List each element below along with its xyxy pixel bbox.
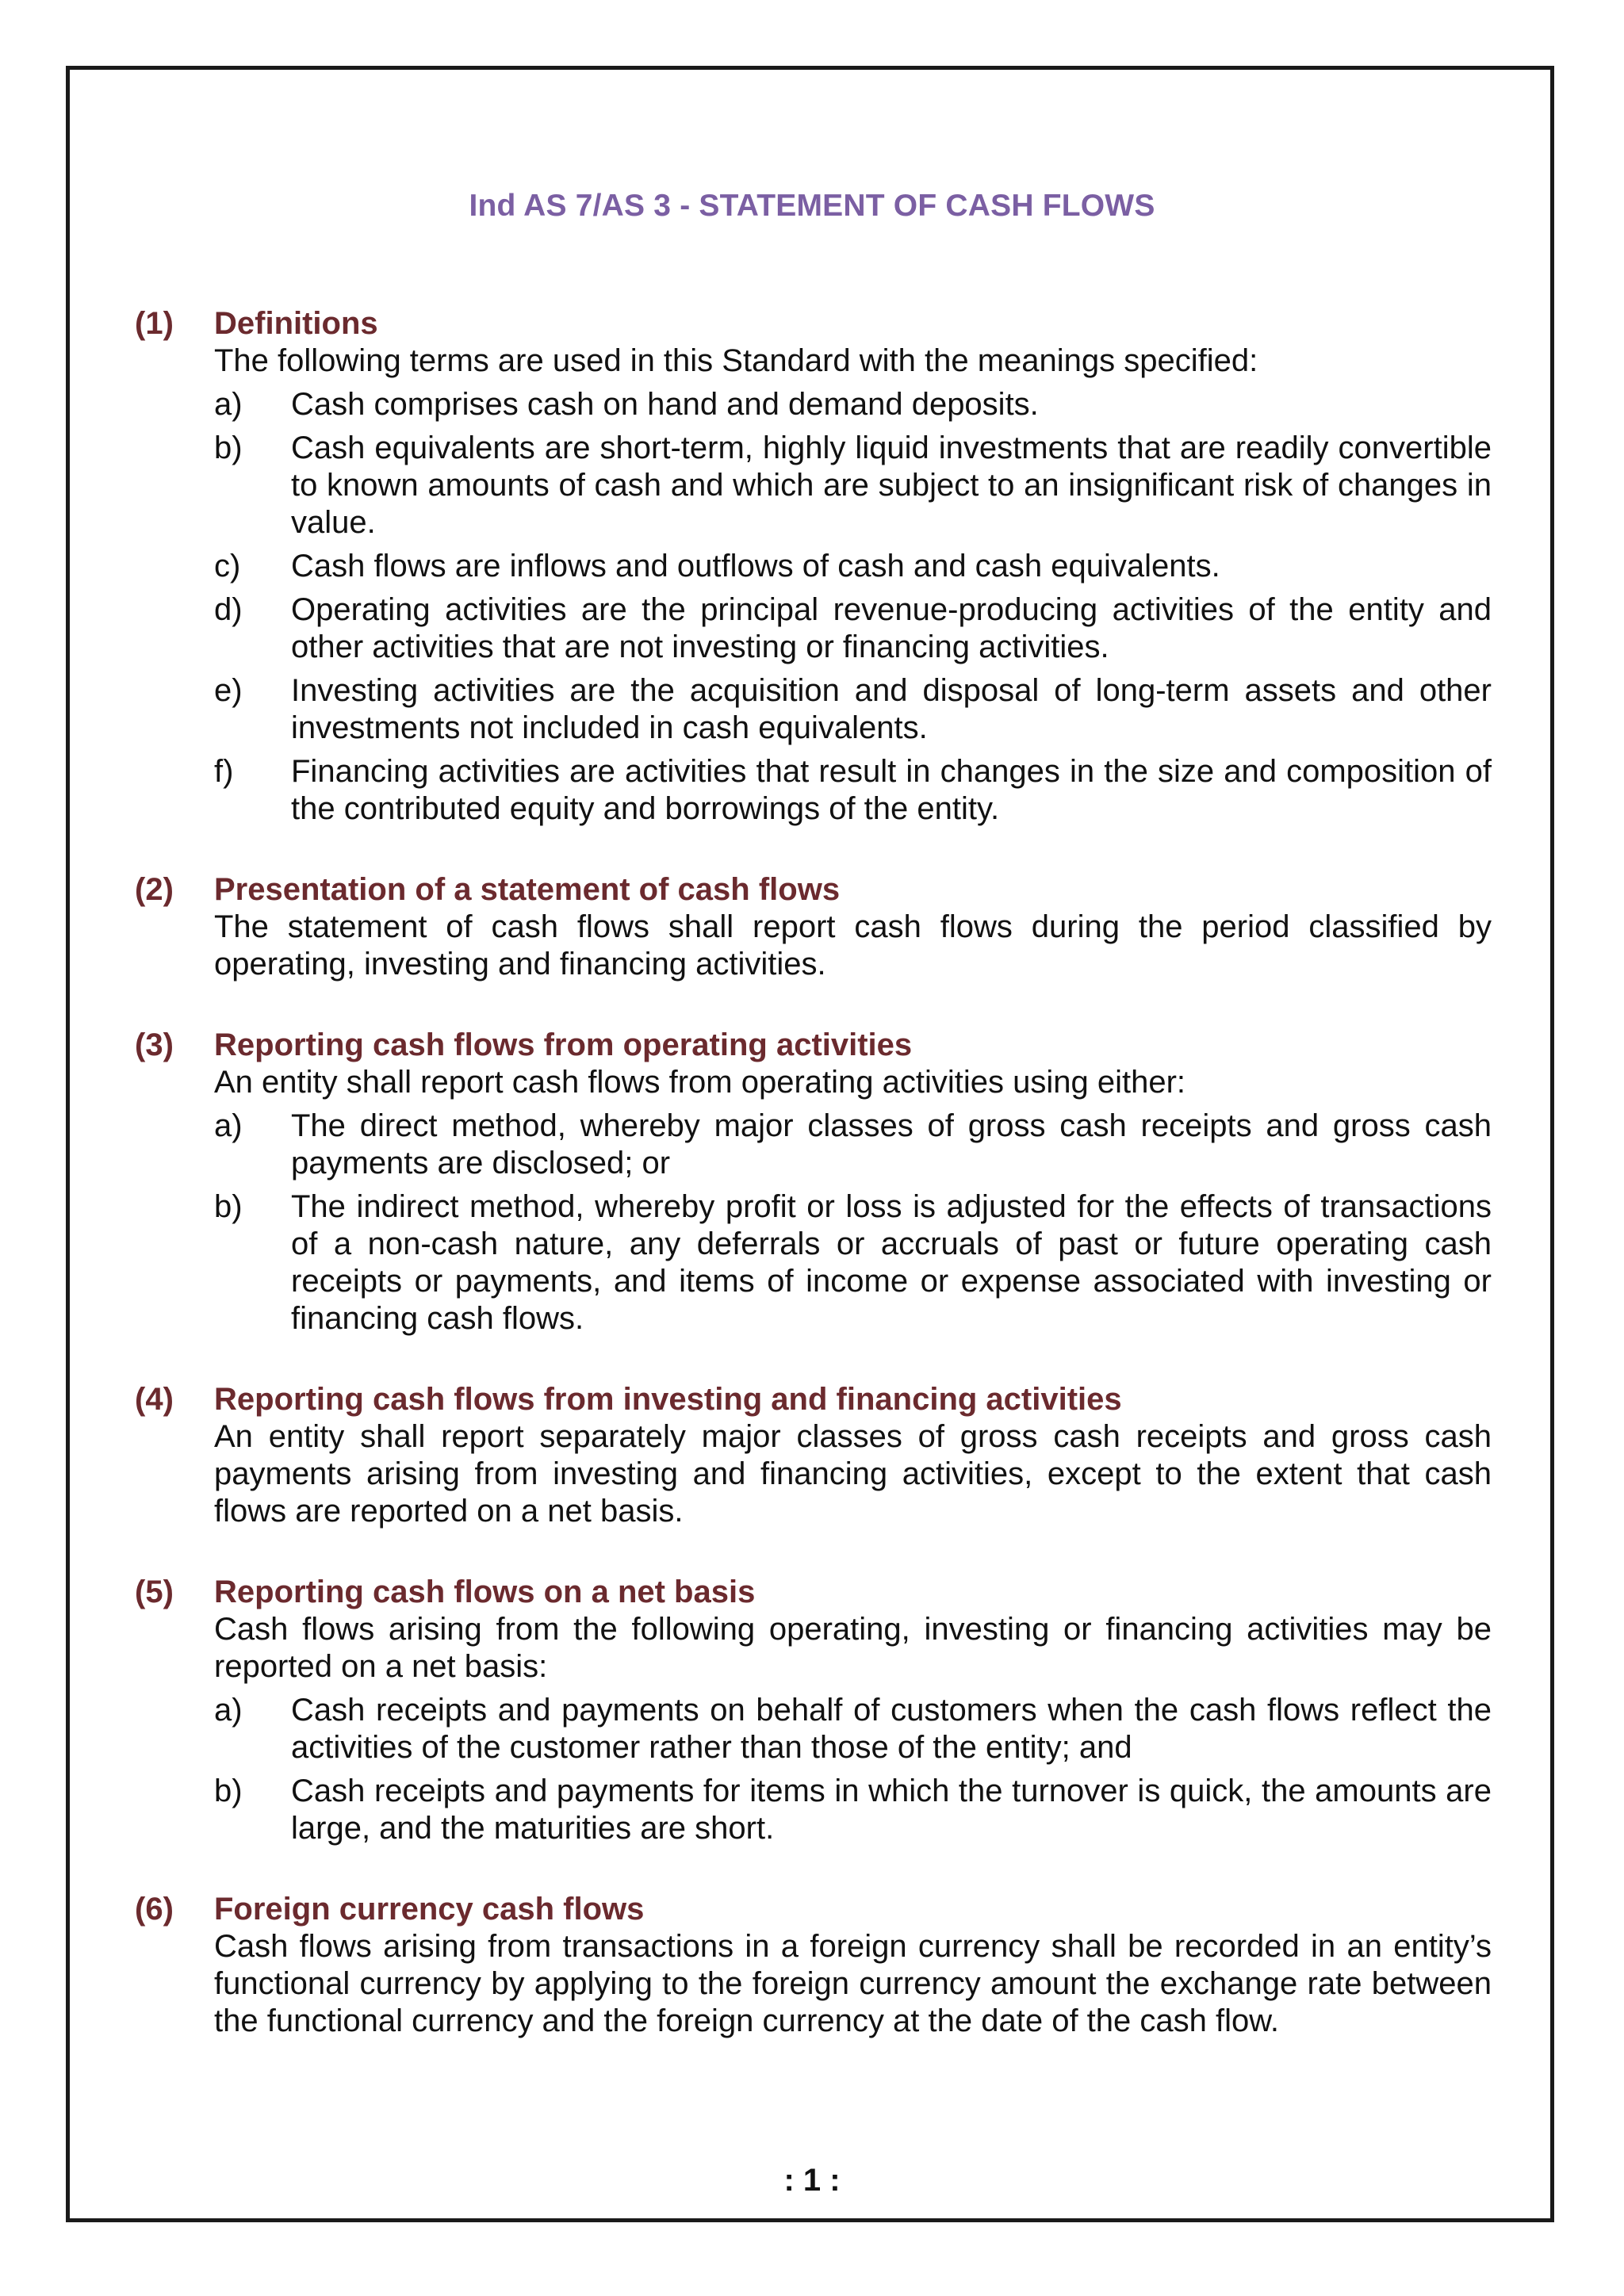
section-definitions	[135, 305, 1492, 828]
item-text: Cash receipts and payments on behalf of customers when the cash flows reflect the activities of the customer rather than those of the entity; and	[291, 1693, 1492, 1765]
item-text: Investing activities are the acquisition and disposal of long-term assets and other investments not included in cash equivalents.	[291, 673, 1492, 745]
item-text: Cash flows are inflows and outflows of cash and cash equivalents.	[291, 549, 1220, 584]
section-intro: The following terms are used in this Standard with the meanings specified:	[214, 343, 1258, 378]
item-text: Cash receipts and payments for items in which the turnover is quick, the amounts are large, and the maturities are short.	[291, 1774, 1492, 1846]
section-net-basis	[135, 1574, 1492, 1847]
section-heading: Presentation of a statement of cash flows	[214, 872, 841, 907]
section-number: (1)	[135, 306, 174, 341]
list-item	[214, 430, 1492, 541]
item-label: a)	[214, 1693, 243, 1728]
section-number: (5)	[135, 1575, 174, 1609]
section-number: (4)	[135, 1382, 174, 1417]
section-intro: An entity shall report cash flows from operating activities using either:	[214, 1065, 1186, 1100]
methods-list	[214, 1108, 1492, 1337]
section-operating-activities	[135, 1027, 1492, 1337]
item-label: f)	[214, 754, 234, 789]
document-body	[135, 305, 1492, 2040]
item-label: e)	[214, 673, 243, 708]
list-item	[214, 672, 1492, 747]
item-label: d)	[214, 592, 243, 627]
list-item	[214, 1188, 1492, 1337]
item-text: The indirect method, whereby profit or loss is adjusted for the effects of transactions of a non-cash nature, any deferrals or accruals of past or future operating cash receipts or payments, and items of income or expense associated with investing or financing cash flows.	[291, 1189, 1492, 1336]
net-basis-list	[214, 1692, 1492, 1847]
item-label: a)	[214, 387, 243, 422]
section-intro: An entity shall report separately major classes of gross cash receipts and gross cash payments arising from investing and financing activities, except to the extent that cash flows are reported on a net basis.	[214, 1419, 1492, 1529]
section-intro: Cash flows arising from the following operating, investing or financing activities may be reported on a net basis:	[214, 1612, 1492, 1684]
section-intro: The statement of cash flows shall report cash flows during the period classified by operating, investing and financing activities.	[214, 909, 1492, 982]
item-text: Operating activities are the principal revenue-producing activities of the entity and other activities that are not investing or financing activities.	[291, 592, 1492, 664]
item-label: b)	[214, 1189, 243, 1224]
section-heading: Foreign currency cash flows	[214, 1892, 645, 1927]
item-label: c)	[214, 549, 241, 584]
list-item	[214, 1108, 1492, 1182]
list-item	[214, 1773, 1492, 1847]
list-item	[214, 591, 1492, 666]
item-label: b)	[214, 1774, 243, 1808]
item-text: Financing activities are activities that result in changes in the size and composition of the contributed equity and borrowings of the entity.	[291, 754, 1492, 826]
section-foreign-currency	[135, 1891, 1492, 2040]
list-item	[214, 386, 1492, 423]
section-number: (3)	[135, 1027, 174, 1062]
definitions-list	[214, 386, 1492, 828]
section-heading: Reporting cash flows from investing and financing activities	[214, 1382, 1122, 1417]
section-investing-financing	[135, 1381, 1492, 1530]
section-heading: Reporting cash flows on a net basis	[214, 1575, 756, 1609]
section-intro: Cash flows arising from transactions in a foreign currency shall be recorded in an entity’s functional currency by applying to the foreign currency amount the exchange rate between the functional currency and the foreign currency at the date of the cash flow.	[214, 1929, 1492, 2038]
item-label: b)	[214, 430, 243, 465]
section-heading: Definitions	[214, 306, 378, 341]
item-text: Cash equivalents are short-term, highly liquid investments that are readily convertible to known amounts of cash and which are subject to an insignificant risk of changes in value.	[291, 430, 1492, 540]
item-text: Cash comprises cash on hand and demand deposits.	[291, 387, 1039, 422]
item-text: The direct method, whereby major classes of gross cash receipts and gross cash payments are disclosed; or	[291, 1108, 1492, 1181]
section-number: (2)	[135, 872, 174, 907]
document-title: Ind AS 7/AS 3 - STATEMENT OF CASH FLOWS	[469, 189, 1155, 223]
page-number: : 1 :	[783, 2163, 841, 2198]
section-heading: Reporting cash flows from operating activities	[214, 1027, 913, 1062]
list-item	[214, 548, 1492, 585]
item-label: a)	[214, 1108, 243, 1143]
section-number: (6)	[135, 1892, 174, 1927]
list-item	[214, 753, 1492, 828]
section-presentation	[135, 871, 1492, 983]
list-item	[214, 1692, 1492, 1766]
